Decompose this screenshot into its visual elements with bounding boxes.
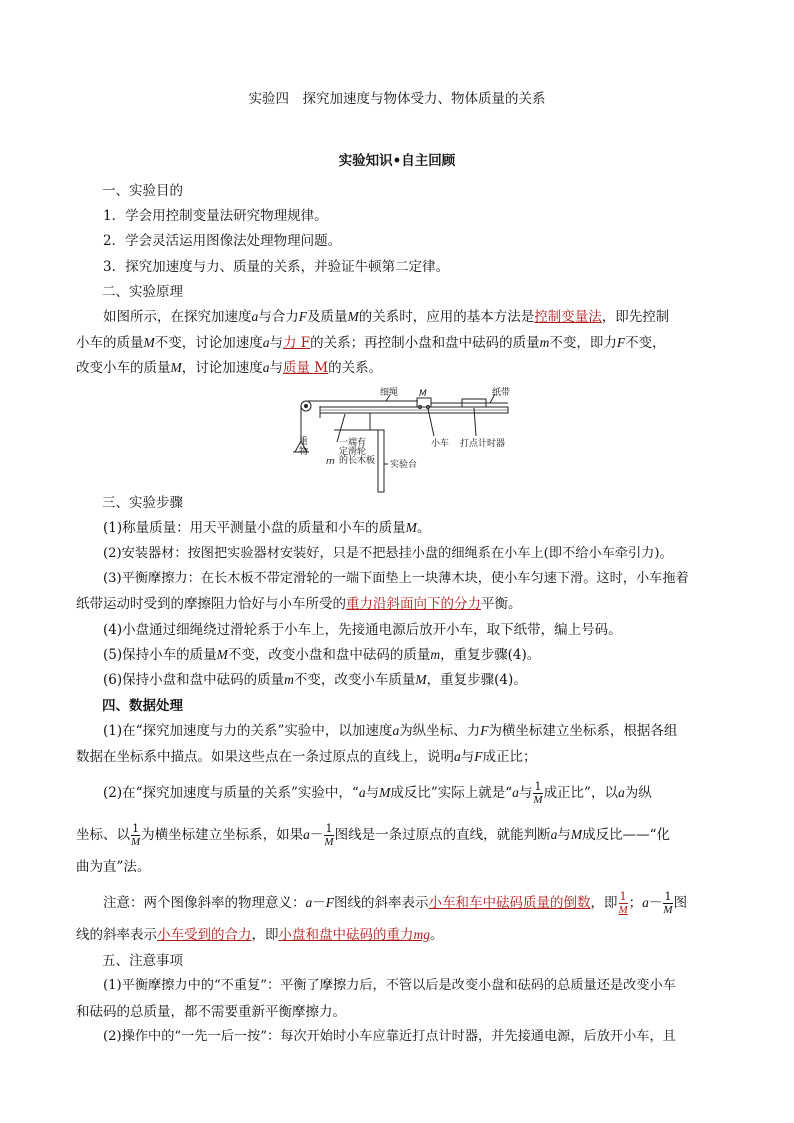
label-car-mass: M — [419, 389, 427, 399]
label-weight-2: 物 — [299, 447, 309, 457]
doc-title: 实验四 探究加速度与物体受力、物体质量的关系 — [248, 91, 546, 107]
s2-line-1: 如图所示，在探究加速度a与合力F及质量M的关系时，应用的基本方法是控制变量法，即先控制 — [103, 309, 670, 325]
label-tape: 纸带 — [492, 388, 511, 398]
answer-reciprocal-mass: 小车和车中砝码质量的倒数 — [428, 895, 591, 911]
answer-pan-weight: 小盘和盘中砝码的重力 — [278, 927, 414, 943]
label-board-1: 一端有 — [339, 438, 367, 448]
step-5: (5)保持小车的质量M不变，改变小盘和盘中砝码的质量m，重复步骤(4)。 — [103, 647, 541, 663]
answer-gravity-component: 重力沿斜面向下的分力 — [346, 596, 481, 612]
note-line-2: 线的斜率表示小车受到的合力，即小盘和盘中砝码的重力mg。 — [76, 927, 444, 943]
fraction-1-over-M: $\frac{1}{M}$ — [131, 822, 141, 848]
data-2c: 曲为直”法。 — [76, 859, 151, 875]
label-car: 小车 — [431, 439, 450, 449]
label-weight-1: 重 — [299, 437, 309, 447]
s2-heading: 二、实验原理 — [102, 284, 183, 300]
fraction-1-over-M-answer: $\frac{1}{M}$ — [618, 890, 628, 916]
label-timer: 打点计时器 — [460, 439, 506, 449]
step-3b: 纸带运动时受到的摩擦阻力恰好与小车所受的重力沿斜面向下的分力平衡。 — [76, 596, 522, 612]
note-line-1: 注意：两个图像斜率的物理意义：a－F图线的斜率表示小车和车中砝码质量的倒数，即 $\frac{1}{M}$ ；a－ $\frac{1}{M}$ 图 — [103, 890, 688, 916]
caution-2: (2)操作中的“一先一后一按”：每次开始时小车应靠近打点计时器，并先接通电源，后放开小车，且 — [103, 1029, 676, 1044]
step-6: (6)保持小盘和盘中砝码的质量m不变，改变小车质量M，重复步骤(4)。 — [103, 672, 527, 688]
table-leg — [378, 430, 384, 492]
step-4: (4)小盘通过细绳绕过滑轮系于小车上，先接通电源后放开小车，取下纸带，编上号码。 — [103, 622, 622, 638]
fraction-1-over-M: $\frac{1}{M}$ — [324, 822, 334, 848]
s1-item-1: 1．学会用控制变量法研究物理规律。 — [103, 208, 328, 224]
s2-line-2: 小车的质量M不变，讨论加速度a与力 F的关系；再控制小盘和盘中砝码的质量m不变，即力F不变， — [76, 335, 666, 351]
s5-heading: 五、注意事项 — [102, 953, 183, 969]
caution-1a: (1)平衡摩擦力中的“不重复”：平衡了摩擦力后，不管以后是改变小盘和砝码的总质量还是改变小车 — [103, 978, 676, 993]
s1-item-2: 2．学会灵活运用图像法处理物理问题。 — [103, 233, 342, 249]
label-pan-mass: m — [326, 457, 335, 467]
data-1a: (1)在“探究加速度与力的关系”实验中，以加速度a为纵坐标、力F为横坐标建立坐标系，根据各组 — [103, 723, 678, 739]
step-1: (1)称量质量：用天平测量小盘的质量和小车的质量M。 — [103, 520, 431, 536]
s4-heading: 四、数据处理 — [102, 698, 183, 714]
fraction-1-over-M: $\frac{1}{M}$ — [663, 890, 673, 916]
s3-heading: 三、实验步骤 — [102, 495, 183, 511]
label-board-3: 的长木板 — [339, 456, 376, 466]
data-2b: 坐标、以 $\frac{1}{M}$ 为横坐标建立坐标系，如果a－ $\frac{1}{M}$ 图线是一条过原点的直线，就能判断a与M成反比——“化 — [76, 822, 670, 848]
apparatus-diagram — [290, 386, 522, 494]
step-3a: (3)平衡摩擦力：在长木板不带定滑轮的一端下面垫上一块薄木块，使小车匀速下滑。这时，小车拖着 — [103, 571, 689, 586]
data-2a: (2)在“探究加速度与质量的关系”实验中，“a与M成反比”实际上就是“a与 $\frac{1}{M}$ 成正比”，以a为纵 — [103, 780, 652, 806]
caution-1b: 和砝码的总质量，都不需要重新平衡摩擦力。 — [76, 1004, 346, 1020]
label-board-2: 定滑轮 — [339, 447, 367, 457]
fraction-1-over-M: $\frac{1}{M}$ — [533, 780, 543, 806]
data-1b: 数据在坐标系中描点。如果这些点在一条过原点的直线上，说明a与F成正比； — [76, 749, 537, 765]
step-2: (2)安装器材：按图把实验器材安装好，只是不把悬挂小盘的细绳系在小车上(即不给小车牵引力)。 — [103, 546, 673, 561]
s2-line-3: 改变小车的质量M，讨论加速度a与质量 M的关系。 — [76, 360, 383, 376]
answer-net-force: 小车受到的合力 — [157, 927, 252, 943]
label-table: 实验台 — [390, 460, 418, 470]
s1-item-3: 3．探究加速度与力、质量的关系，并验证牛顿第二定律。 — [103, 259, 450, 275]
answer-mass: 质量 M — [283, 360, 329, 376]
answer-force: 力 F — [283, 335, 311, 351]
label-rope: 细绳 — [380, 388, 399, 398]
s1-heading: 一、实验目的 — [102, 183, 183, 199]
answer-control-variable: 控制变量法 — [534, 309, 602, 325]
section-heading: 实验知识•自主回顾 — [338, 153, 456, 169]
